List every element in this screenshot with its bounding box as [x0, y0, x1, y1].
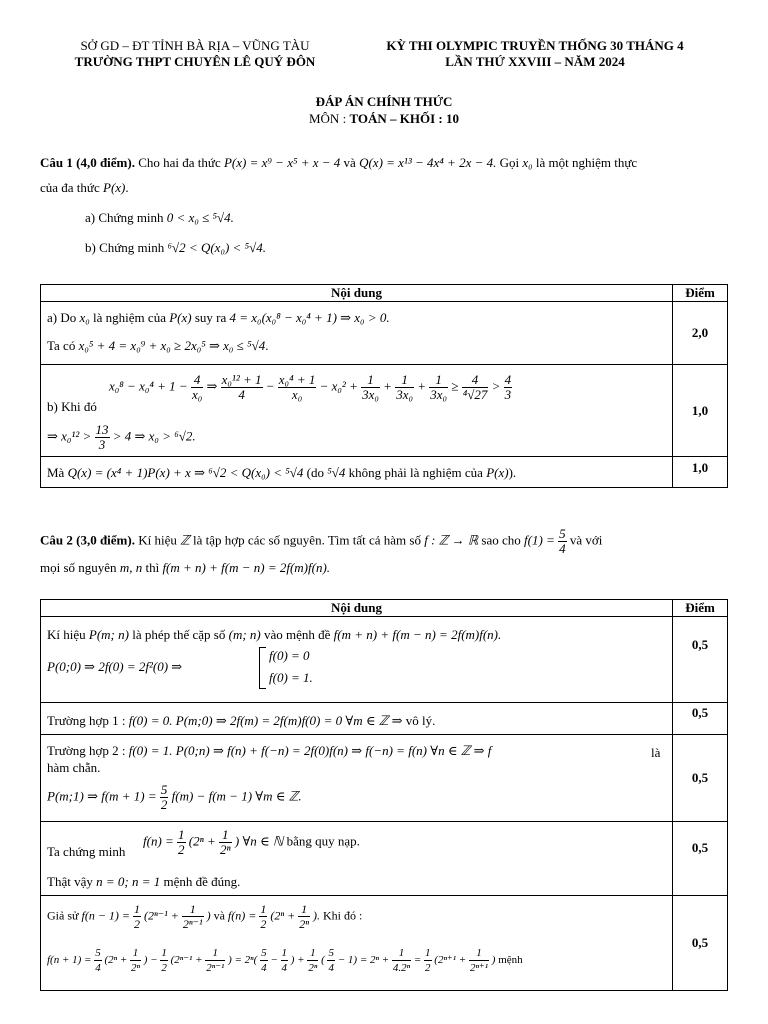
table-row [41, 302, 728, 365]
q2-r5-g2d: 2ⁿ [131, 962, 141, 974]
q2-r5-l2m7: ) + [290, 954, 305, 967]
q1-r2-m1: x₀⁸ − x₀⁴ + 1 − [109, 378, 188, 394]
q1-statement-line1 [40, 155, 637, 171]
q2-row1-line1 [47, 627, 501, 643]
q2-r3-t1: Trường hợp 2 : [47, 743, 129, 758]
q2-row1-content [41, 617, 673, 703]
q1-answer-table [40, 284, 728, 488]
q2-r5-g9n: 1 [392, 946, 411, 961]
q2-r3-m3: f(m) − f(m − 1) ∀m ∈ ℤ. [171, 788, 302, 804]
fraction [130, 946, 141, 975]
q2-r5-l2m1: f(n + 1) = [47, 954, 92, 967]
q2-row3-line3 [47, 783, 302, 812]
q2-r1-m2: (m; n) [228, 627, 261, 642]
q2-r2-t2: vô lý. [402, 713, 436, 728]
q2-r1-case2-text: f(0) = 1 [269, 670, 310, 685]
fraction [469, 946, 489, 975]
q1-r2-m7: ≥ [451, 378, 459, 394]
q1-text: Cho hai đa thức [134, 155, 224, 170]
q2-r5-m2: (2ⁿ⁻¹ + [144, 908, 179, 923]
q1-r3-t3: không phải là nghiệm của [345, 465, 487, 480]
q1-row1-content [41, 302, 673, 365]
q2-r5-f2n: 1 [182, 902, 204, 917]
subject-name: TOÁN – KHỐI : 10 [349, 111, 459, 126]
q2-r5-m1: f(n − 1) = [81, 908, 131, 923]
q2-t1: Kí hiệu [134, 532, 181, 548]
q2-r5-g3d: 2 [161, 962, 167, 974]
q1-r3-m1: Q(x) = (x⁴ + 1)P(x) + x ⇒ ⁶√2 < Q(x₀) < ⁵√4 [67, 465, 304, 480]
q2-r1-m4: P(0;0) ⇒ 2f(0) = 2f²(0) ⇒ [47, 659, 183, 674]
q2-r1-t1: Kí hiệu [47, 627, 89, 642]
q1-r2-f4d: 3x₀ [362, 387, 379, 402]
fraction [259, 902, 267, 931]
fraction [94, 946, 102, 975]
q1-r2-f3n: x₀⁴ + 1 [278, 372, 316, 387]
q1-r2-f6d: 3x₀ [430, 387, 448, 402]
q2-r5-g6n: 1 [281, 947, 287, 959]
q2-l2t: mọi số nguyên [40, 560, 120, 575]
q2-r1-end: . [309, 670, 313, 685]
q1-r2-f9d: 3 [98, 437, 106, 452]
fraction [177, 828, 186, 857]
q1-r2-m6: + [417, 378, 427, 394]
q1-row3-line1 [47, 465, 516, 481]
q2-r3-t2: là [651, 745, 661, 760]
q1-r2-f4n: 1 [361, 373, 380, 388]
q1-r1-m2: P(x) [169, 310, 192, 325]
q1-r3-end: ). [508, 465, 517, 480]
q2-r4-t1: Ta chứng minh [47, 844, 126, 859]
q1-row3-points: 1,0 [673, 457, 728, 488]
q1-r2-m4: − x₀² + [319, 378, 358, 394]
q2-r5-l2m9: − 1) = 2ⁿ + [337, 954, 390, 967]
q2-l2t2: thì [142, 560, 163, 575]
q2-r5-l2m6: − [270, 954, 278, 967]
table-row [41, 365, 728, 457]
q2-r5-l2m8: ( [321, 954, 325, 967]
q2-r5-g8n: 5 [328, 947, 334, 959]
q2-r5-m6: ). [312, 908, 320, 923]
q2-r1-case2 [269, 670, 313, 686]
q2-r5-t1: Giả sử [47, 908, 82, 923]
fraction [182, 902, 204, 931]
table-row [41, 735, 728, 822]
fraction [205, 946, 225, 975]
q1-r1-t3: suy ra [191, 310, 230, 325]
q1-part-b-label: b) Chứng minh [85, 240, 168, 255]
q2-r4-m4: n = 0; n = 1 [96, 874, 161, 889]
q2-t3: sao cho [478, 532, 525, 548]
q1-table-header [41, 285, 728, 302]
q2-r3-t3: hàm chẵn. [47, 760, 101, 775]
q2-r5-l2m3: ) − [143, 954, 158, 967]
q2-r5-l2m2: (2ⁿ + [104, 954, 128, 967]
q2-fn: 5 [559, 526, 566, 541]
school-name: TRƯỜNG THPT CHUYÊN LÊ QUÝ ĐÔN [74, 54, 316, 69]
q1-r3-m2: ⁵√4 [327, 465, 346, 480]
q2-r5-f4n: 1 [298, 902, 310, 917]
q1-line2-math: P(x) [103, 180, 126, 195]
q1-r2-f7d: ⁴√27 [462, 387, 488, 402]
dept-name: SỞ GD – ĐT TỈNH BÀ RỊA – VŨNG TÀU [80, 38, 310, 53]
q2-r5-m4: f(n) = [227, 908, 257, 923]
q2-r4-f2n: 1 [219, 828, 232, 843]
q1-r1-t1: a) Do [47, 310, 80, 325]
q2-r5-g1d: 4 [95, 962, 101, 974]
q2-r5-g6d: 4 [281, 962, 287, 974]
q2-table-header [41, 600, 728, 617]
q2-r1-case1: f(0) = 0 [269, 648, 310, 663]
fraction [392, 946, 411, 975]
q1-x0: x₀ [522, 155, 533, 170]
q2-r5-m3: ) [206, 908, 211, 923]
q1-r2-f9n: 13 [95, 422, 109, 437]
q2-r5-l2m4: (2ⁿ⁻¹ + [170, 954, 203, 967]
q2-r3-fn: 5 [160, 782, 168, 797]
q2-r4-f1d: 2 [178, 842, 185, 857]
q2-statement-line1 [40, 527, 602, 556]
page-title: ĐÁP ÁN CHÍNH THỨC [315, 94, 453, 109]
subject-prefix: MÔN : [308, 111, 350, 126]
fraction [424, 946, 432, 975]
q2-r5-g7n: 1 [307, 946, 318, 961]
q1-part-a-math: 0 < x₀ ≤ ⁵√4. [166, 210, 234, 225]
q2-row3-points: 0,5 [673, 735, 728, 822]
q1-r2-label: b) Khi đó [47, 399, 97, 414]
fraction [327, 946, 335, 975]
fraction [160, 946, 168, 975]
q2-label: Câu 2 (3,0 điểm). [40, 532, 135, 548]
fraction [219, 828, 232, 857]
fraction [395, 373, 414, 402]
q2-r5-g2n: 1 [130, 946, 141, 961]
q1-row3-content [41, 457, 673, 488]
q2-row4-points: 0,5 [673, 822, 728, 896]
q1-r1-m1: x₀ [79, 310, 90, 325]
q2-r5-l2m10: = [413, 954, 422, 967]
q2-r1-m1: P(m; n) [88, 627, 129, 642]
q2-Z: ℤ [180, 532, 190, 548]
q1-r2-f5d: 3x₀ [396, 387, 413, 402]
q2-r2-t1: Trường hợp 1 : [47, 713, 129, 728]
q1-r2-m8: > [491, 378, 501, 394]
q1-r2-f8n: 4 [504, 372, 512, 387]
q2-fd: 4 [559, 541, 566, 556]
q2-r1-m3: f(m + n) + f(m − n) = 2f(m)f(n). [333, 627, 502, 642]
q1-part-a [85, 210, 234, 226]
q1-r2-m2: ⇒ [206, 378, 218, 394]
q2-row2-points: 0,5 [673, 703, 728, 735]
q2-row1-line2 [47, 659, 182, 675]
fraction [278, 373, 317, 402]
q1-row2-line2 [47, 423, 196, 452]
q2-m2: f(1) = [524, 532, 555, 548]
fraction [298, 902, 310, 931]
q2-r3-m2: P(m;1) ⇒ f(m + 1) = [47, 788, 157, 804]
q2-answer-table [40, 599, 728, 991]
q2-r4-m1: f(n) = [143, 833, 174, 849]
q1-qx: Q(x) = x¹³ − 4x⁴ + 2x − 4. [359, 155, 497, 170]
q2-r1-t3: vào mệnh đề [260, 627, 334, 642]
q2-r2-m1: f(0) = 0. P(m;0) ⇒ 2f(m) = 2f(m)f(0) = 0 ∀m ∈ ℤ ⇒ [128, 713, 403, 728]
q2-r5-g11d: 2ⁿ⁺¹ [469, 962, 489, 974]
q1-text2: Gọi [496, 155, 523, 170]
q2-r5-l2m5: ) = 2ⁿ( [228, 954, 258, 967]
q1-r3-t1: Mà [47, 465, 68, 480]
q1-r2-f2d: 4 [238, 387, 245, 402]
q2-row1-points: 0,5 [673, 617, 728, 703]
q1-r2-f8d: 3 [504, 387, 512, 402]
q1-r1-l2end: . [265, 338, 269, 353]
q2-row5-points: 0,5 [673, 896, 728, 991]
q2-r5-f1d: 2 [134, 917, 141, 931]
q2-r5-g5n: 5 [261, 947, 267, 959]
q2-row5-line1 [47, 902, 362, 931]
q2-r5-g3n: 1 [161, 947, 167, 959]
q2-statement-line2 [40, 560, 330, 576]
fraction [504, 373, 513, 402]
q2-r5-g4d: 2ⁿ⁻¹ [206, 962, 225, 974]
q2-t2: là tập hợp các số nguyên. Tìm tất cả hàm số [189, 532, 425, 548]
q1-row2-line1 [109, 373, 512, 402]
q2-r5-g10n: 1 [425, 947, 431, 959]
fraction [429, 373, 448, 402]
q1-r2-f1d: x₀ [191, 387, 203, 402]
q2-r5-g5d: 4 [261, 962, 267, 974]
q1-part-a-label: a) Chứng minh [85, 210, 167, 225]
q2-r5-f3n: 1 [260, 902, 267, 916]
q1-text3: là một nghiệm thực [532, 155, 638, 170]
q2-r5-l2m12: ) [491, 954, 496, 967]
q2-r4-m2: (2ⁿ + [188, 833, 216, 849]
q2-col-content: Nội dung [41, 600, 673, 617]
q1-statement-line2 [40, 180, 129, 196]
q2-m1: f : ℤ → ℝ [424, 532, 479, 548]
table-row [41, 703, 728, 735]
subject-line [0, 110, 768, 127]
fraction [95, 423, 110, 452]
fraction [462, 373, 489, 402]
q2-r5-f2d: 2ⁿ⁻¹ [182, 917, 203, 931]
table-row [41, 822, 728, 896]
q1-r2-f6n: 1 [429, 373, 448, 388]
fraction [160, 783, 169, 812]
q2-r5-m5: (2ⁿ + [270, 908, 296, 923]
q1-r1-l2m: x₀⁵ + 4 = x₀⁹ + x₀ ≥ 2x₀⁵ ⇒ x₀ ≤ ⁵√4 [78, 338, 266, 353]
q2-r5-l2t: mệnh [495, 954, 523, 967]
table-row [41, 457, 728, 488]
q1-row2-points: 1,0 [673, 365, 728, 457]
q2-row4-formula [143, 828, 360, 857]
q1-r3-t2: (do [303, 465, 328, 480]
q1-row1-points: 2,0 [673, 302, 728, 365]
q2-r3-fd: 2 [160, 797, 168, 812]
q2-r4-f2d: 2ⁿ [220, 842, 231, 857]
q2-row3-line1 [47, 743, 491, 759]
q1-label: Câu 1 (4,0 điểm). [40, 155, 135, 170]
q2-r5-l2m11: (2ⁿ⁺¹ + [434, 954, 467, 967]
q2-col-points: Điểm [673, 600, 728, 617]
q2-t4: và với [566, 532, 603, 548]
q1-r2-f2n: x₀¹² + 1 [221, 372, 262, 387]
q1-row2-content [41, 365, 673, 457]
q1-line2: của đa thức [40, 180, 103, 195]
q2-r5-f3d: 2 [260, 917, 267, 931]
q1-r2-f3d: x₀ [291, 387, 303, 402]
fraction [281, 946, 289, 975]
q2-r5-g8d: 4 [328, 962, 334, 974]
q1-r1-l2t: Ta có [47, 338, 79, 353]
q1-r2-f1n: 4 [191, 373, 203, 388]
q1-part-b-math: ⁶√2 < Q(x₀) < ⁵√4. [167, 240, 266, 255]
q2-row2-content [41, 703, 673, 735]
q1-part-b [85, 240, 266, 256]
q1-col-points: Điểm [673, 285, 728, 302]
q2-row5-content [41, 896, 673, 991]
q1-line2-end: . [125, 180, 129, 195]
q1-r2-f7n: 4 [462, 373, 489, 388]
q2-r5-f1n: 1 [134, 902, 141, 916]
fraction [307, 946, 318, 975]
fraction [191, 373, 203, 402]
q1-and: và [340, 155, 360, 170]
q2-r5-f4d: 2ⁿ [299, 917, 309, 931]
q1-r1-t2: là nghiệm của [89, 310, 170, 325]
q2-row4-content [41, 822, 673, 896]
q1-r2-m3: − [265, 378, 275, 394]
table-row [41, 896, 728, 991]
q2-l2m1: m, n [119, 560, 143, 575]
q1-row1-line1 [47, 310, 390, 326]
q2-row3-content [41, 735, 673, 822]
q1-r2-l2m2: > 4 ⇒ x₀ > ⁶√2. [112, 428, 196, 444]
fraction [133, 902, 141, 931]
q1-r2-l2m1: ⇒ x₀¹² > [47, 428, 92, 444]
q2-r1-t2: là phép thế cặp số [128, 627, 229, 642]
exam-edition: LẦN THỨ XXVIII – NĂM 2024 [445, 54, 625, 69]
q2-r3-m1: f(0) = 1. P(0;n) ⇒ f(n) + f(−n) = 2f(0)f(n) ⇒ f(−n) = f(n) ∀n ∈ ℤ ⇒ f [128, 743, 492, 758]
q1-col-content: Nội dung [41, 285, 673, 302]
q2-r5-t3: Khi đó : [322, 908, 363, 923]
q1-px: P(x) = x⁹ − x⁵ + x − 4 [223, 155, 341, 170]
q2-r4-t4: mệnh đề đúng. [160, 874, 241, 889]
q1-r2-m5: + [383, 378, 392, 394]
q2-r5-t2: và [213, 908, 228, 923]
fraction [260, 946, 268, 975]
q2-l2m2: f(m + n) + f(m − n) = 2f(m)f(n). [162, 560, 331, 575]
q2-r5-g11n: 1 [469, 946, 489, 961]
exam-name: KỲ THI OLYMPIC TRUYỀN THỐNG 30 THÁNG 4 [386, 38, 684, 53]
q2-row4-line2 [47, 874, 240, 890]
q2-r4-t2: bằng quy nạp. [286, 833, 360, 849]
table-row [41, 617, 728, 703]
q2-r4-m3: ) ∀n ∈ ℕ [234, 833, 284, 849]
q2-row5-line2 [47, 946, 523, 975]
q2-row2-line1 [47, 713, 435, 729]
fraction [221, 373, 263, 402]
q1-r2-f5n: 1 [395, 373, 414, 388]
q2-r4-f1n: 1 [178, 827, 185, 842]
q2-r5-g4n: 1 [205, 946, 225, 961]
q2-r5-g7d: 2ⁿ [308, 962, 318, 974]
q2-r5-g10d: 2 [425, 962, 431, 974]
q1-r3-m3: P(x) [486, 465, 509, 480]
fraction [361, 373, 380, 402]
q2-r4-t3: Thật vậy [47, 874, 97, 889]
q1-r1-m3: 4 = x₀(x₀⁸ − x₀⁴ + 1) ⇒ x₀ > 0. [229, 310, 390, 325]
fraction [558, 527, 567, 556]
case-bracket [259, 647, 266, 689]
q1-row1-line2 [47, 338, 268, 354]
q2-r5-g9d: 4.2ⁿ [392, 962, 411, 974]
q2-r5-g1n: 5 [95, 947, 101, 959]
